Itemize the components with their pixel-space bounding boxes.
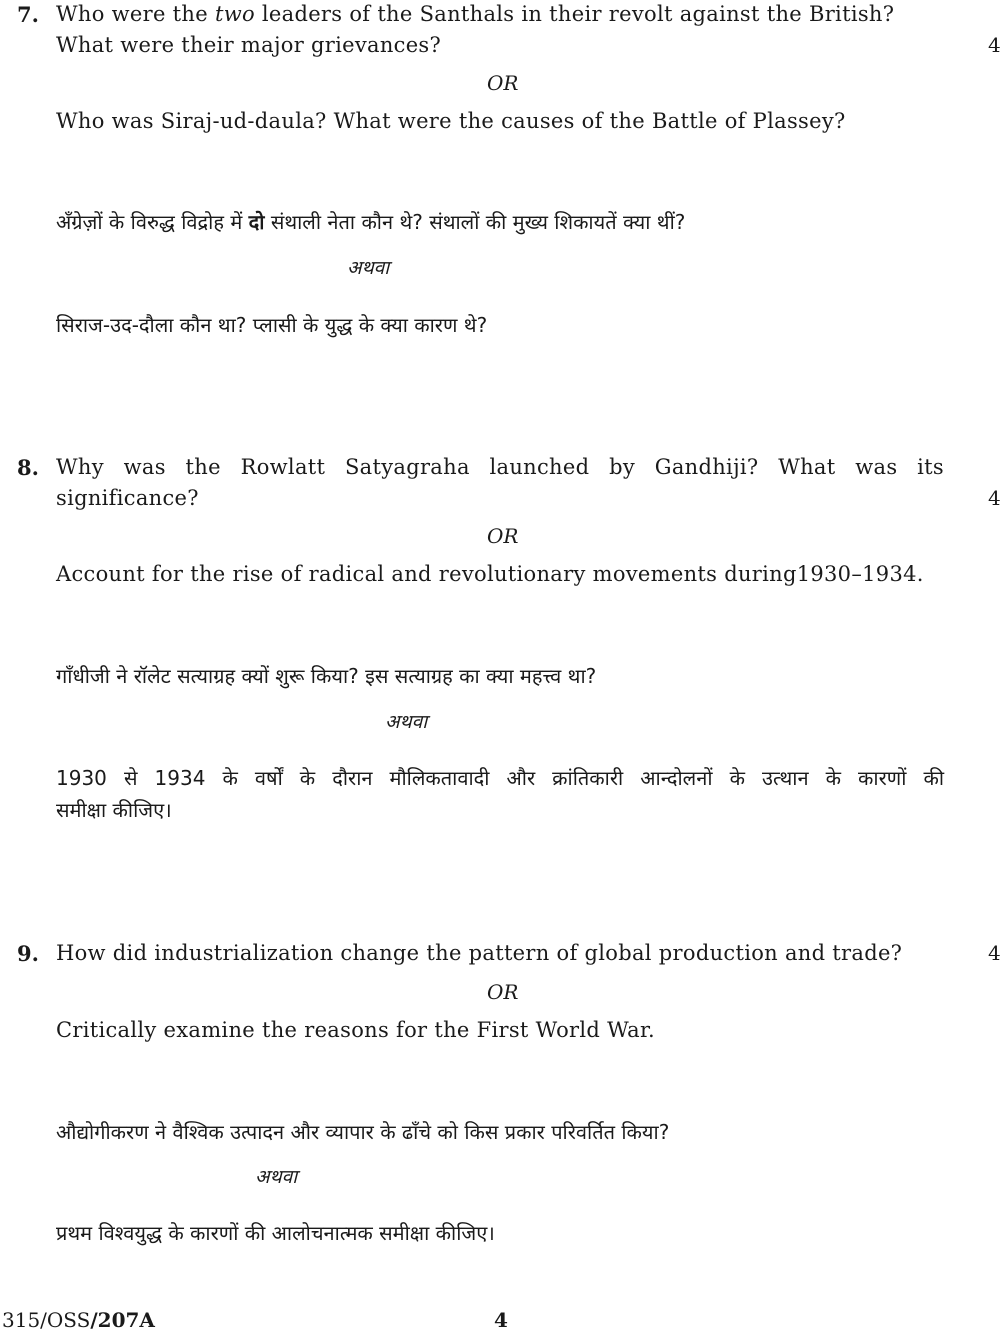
question-text-en-line2: What were their major grievances?	[56, 33, 442, 57]
marks: 4	[988, 33, 1001, 57]
question-alt-en: Account for the rise of radical and revolutionary movements during1930–1934.	[56, 562, 924, 586]
athva-separator: अथवा	[255, 1166, 298, 1188]
question-text-en: Why was the Rowlatt Satyagraha launched by Gandhiji? What was its	[56, 455, 944, 479]
question-alt-hi: 1930 से 1934 के वर्षों के दौरान मौलिकतावादी और क्रांतिकारी आन्दोलनों के उत्थान के कारणों की	[56, 766, 944, 790]
question-number: 7.	[17, 2, 39, 27]
or-separator: OR	[487, 524, 519, 548]
athva-separator: अथवा	[347, 257, 390, 279]
question-number: 9.	[17, 941, 39, 966]
question-alt-hi: प्रथम विश्वयुद्ध के कारणों की आलोचनात्मक समीक्षा कीजिए।	[56, 1221, 495, 1245]
question-text-hi: औद्योगीकरण ने वैश्विक उत्पादन और व्यापार के ढाँचे को किस प्रकार परिवर्तित किया?	[56, 1120, 670, 1144]
or-separator: OR	[487, 980, 519, 1004]
question-alt-hi: सिराज-उद-दौला कौन था? प्लासी के युद्ध के क्या कारण थे?	[56, 313, 488, 337]
question-text-en: Who were the two leaders of the Santhals in their revolt against the British?	[56, 2, 895, 26]
paper-code: 315/OSS/207A	[2, 1308, 155, 1332]
question-number: 8.	[17, 455, 39, 480]
marks: 4	[988, 941, 1001, 965]
marks: 4	[988, 486, 1001, 510]
page-number: 4	[494, 1308, 508, 1332]
athva-separator: अथवा	[385, 711, 428, 733]
question-alt-en: Who was Siraj-ud-daula? What were the causes of the Battle of Plassey?	[56, 109, 846, 133]
question-text-en-line2: significance?	[56, 486, 199, 510]
or-separator: OR	[487, 71, 519, 95]
question-text-hi: अँग्रेज़ों के विरुद्ध विद्रोह में दो संथाली नेता कौन थे? संथालों की मुख्य शिकायतें क्या थीं?	[56, 210, 686, 234]
question-alt-en: Critically examine the reasons for the First World War.	[56, 1018, 656, 1042]
question-alt-hi-line2: समीक्षा कीजिए।	[56, 798, 172, 822]
question-text-hi: गाँधीजी ने रॉलेट सत्याग्रह क्यों शुरू किया? इस सत्याग्रह का क्या महत्त्व था?	[56, 664, 597, 688]
question-text-en: How did industrialization change the pattern of global production and trade?	[56, 941, 903, 965]
